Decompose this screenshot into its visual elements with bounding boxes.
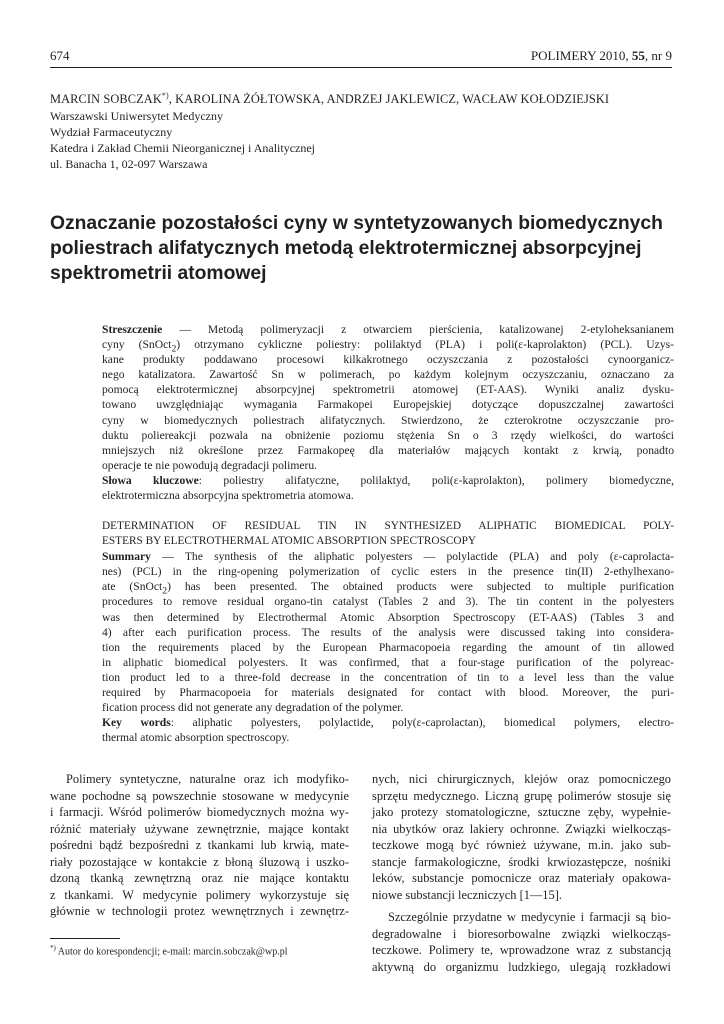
keywords-line: elektrotermiczna absorpcyjna spektrometria atomowa.	[102, 489, 354, 503]
keywords-line: Słowa kluczowe: poliestry alifatyczne, polilaktyd, poli(ε-kaprolakton), polimery biomedyczne,	[102, 473, 675, 487]
title-line: spektrometrii atomowej	[50, 263, 267, 284]
summary-line: required by Pharmacopoeia for materials designated for contact with blood. Moreover, the puri-	[102, 686, 674, 700]
affiliation-line: Warszawski Uniwersytet Medyczny	[50, 109, 223, 123]
summary-line: tion the requirements placed by the European Pharmacopoeia regarding the amount of tin allowed	[102, 640, 674, 654]
journal-name: POLIMERY 2010,	[530, 48, 632, 63]
body-line: i farmacji. Wśród polimerów biomedycznych można wy-	[50, 805, 349, 819]
header-rule	[50, 67, 672, 68]
body-line: Polimery syntetyczne, naturalne oraz ich modyfiko-	[66, 772, 349, 786]
author-first: MARCIN SOBCZAK	[50, 92, 162, 107]
abstract-label: Streszczenie	[102, 323, 163, 336]
footnote	[50, 944, 288, 957]
body-line: różnić materiały używane zewnętrznie, mające kontakt	[50, 821, 349, 836]
abstract-line: operacje te nie powodują degradacji polimeru.	[102, 458, 318, 472]
journal-issue: , nr 9	[644, 48, 672, 63]
summary-line: procedures to remove residual organo-tin catalyst (Tables 2 and 3). The tin content in the polyesters	[102, 595, 674, 609]
body-line: dzoną tkanką zewnętrzną oraz nie mające kontaktu	[50, 871, 349, 885]
english-title-line: ESTERS BY ELECTROTHERMAL ATOMIC ABSORPTION SPECTROSCOPY	[102, 535, 477, 548]
abstract-line: cyny w biomedycznych poliestrach alifatycznych. Stwierdzono, że czterokrotne oczyszczanie pro-	[102, 413, 674, 427]
abstract-line: duktu poliereakcji pozwala na obniżenie poziomu stężenia Sn o 3 rzędy wielkości, do wartości	[102, 428, 674, 442]
body-line: wane pochodne są powszechnie stosowane w medycynie	[50, 788, 349, 803]
paper-title	[50, 211, 690, 286]
summary-line: ate (SnOct$_2$) has been presented. The obtained products were subjected to multiple purification	[102, 580, 674, 597]
summary-line: tion product led to a three-fold decrease in the concentration of tin to a level less than the value	[102, 670, 674, 684]
keywords-label: Key words	[102, 716, 171, 730]
body-line: z tkankami. W medycynie polimery wykorzystuje się	[50, 887, 349, 902]
summary-label: Summary	[102, 550, 151, 564]
abstract-line: mniejszych niż określone przez Farmakopeę dla materiałów mających kontakt z krwią, ponadto	[102, 443, 674, 457]
abstract-line: towano uwzględniając wymagania Farmakopei Europejskiej dotyczące dopuszczalnej zawartości	[102, 398, 674, 412]
footnote-rule	[50, 938, 120, 939]
body-line: sprzętu medycznego. Liczną grupę polimerów stosuje się	[372, 788, 671, 803]
body-line: Szczególnie przydatne w medycynie i farmacji są bio-	[388, 910, 671, 924]
summary-line: 4) after each purification process. The results of the analysis were discussed taking into considera-	[102, 625, 674, 639]
abstract-line: pomocą elektrotermicznej absorpcyjnej spektrometrii atomowej (ET-AAS). Wyniki analiz dysku-	[102, 383, 674, 397]
body-line: degradowalne i bioresorbowalne związki wielkocząs-	[372, 926, 671, 941]
corresponding-mark: *)	[161, 91, 169, 100]
abstract-line: cyny (SnOct$_2$) otrzymano cykliczne poliestry: polilaktyd (PLA) i poli(ε-kaprolakton) (PCL). Uzys-	[102, 338, 674, 355]
body-line: nych, nici chirurgicznych, klejów oraz pomocniczego	[372, 772, 671, 786]
abstract-line: Streszczenie — Metodą polimeryzacji z otwarciem pierścienia, katalizowanej 2-etyloheksanianem	[102, 323, 674, 336]
page-number: 674	[50, 48, 70, 63]
body-line: stancje farmakologiczne, środki krwiozastępcze, nośniki	[372, 854, 671, 869]
body-column-right	[372, 771, 671, 975]
title-line: Oznaczanie pozostałości cyny w syntetyzowanych biomedycznych	[50, 213, 663, 234]
affiliation-line: Katedra i Zakład Chemii Nieorganicznej i Analitycznej	[50, 141, 316, 155]
body-line: aktywną do organizmu ludzkiego, ulegają rozkładowi	[372, 959, 671, 974]
body-line: riały pozostające w kontakcie z błoną śluzową i uszko-	[50, 854, 349, 869]
body-line: głównie w technologii protez wewnętrznych i zewnętrz-	[50, 904, 349, 918]
abstract-polish	[102, 322, 674, 503]
keywords-label: Słowa kluczowe	[102, 473, 199, 487]
keywords-line: Key words: aliphatic polyesters, polylactide, poly(ε-caprolactan), biomedical polymers, electro-	[102, 716, 674, 730]
abstract-english	[102, 519, 674, 745]
abstract-line: nego katalizatora. Zawartość Sn w polimerach, po każdym kolejnym oczyszczaniu, oznaczano za	[102, 368, 674, 382]
summary-line: in aliphatic biomedical polyesters. It was confirmed, that a four-stage purification of the polyreac-	[102, 655, 674, 669]
body-line: jako protezy stomatologiczne, sztuczne zęby, wypełnie-	[372, 805, 671, 819]
english-title-line: DETERMINATION OF RESIDUAL TIN IN SYNTHESIZED ALIPHATIC BIOMEDICAL POLY-	[102, 520, 674, 532]
author-rest: , KAROLINA ŻÓŁTOWSKA, ANDRZEJ JAKLEWICZ, WACŁAW KOŁODZIEJSKI	[168, 92, 610, 107]
author-list	[50, 91, 609, 107]
summary-line: fication process did not generate any degradation of the polymer.	[102, 701, 404, 715]
body-line: teczkowe mogą być również używane, m.in. jako sub-	[372, 838, 671, 852]
affiliation-line: Wydział Farmaceutyczny	[50, 125, 173, 139]
body-line: nia ubytków oraz lakiery ochronne. Związki wielkocząs-	[372, 821, 671, 836]
body-line: teczkowe. Polimery te, wprowadzone wraz z substancją	[372, 943, 671, 957]
summary-line: Summary — The synthesis of the aliphatic polyesters — polylactide (PLA) and poly (ε-caprolactа-	[102, 550, 674, 564]
footnote-mark: *)	[50, 944, 56, 952]
affiliation-line: ul. Banacha 1, 02-097 Warszawa	[50, 157, 208, 171]
body-line: leków, substancje pomocnicze oraz materiały opakowa-	[372, 871, 671, 885]
journal-header	[531, 48, 672, 64]
body-line: pośredni bądź bezpośredni z tkankami lub krwią, mate-	[50, 838, 349, 852]
journal-volume: 55	[631, 48, 645, 63]
summary-line: nes) (PCL) in the ring-opening polymerization of cyclic esters in the presence tin(II) 2-ethylhexano-	[102, 565, 674, 579]
keywords-line: thermal atomic absorption spectroscopy.	[102, 731, 290, 745]
body-line: niowe substancji leczniczych [1—15].	[372, 887, 562, 902]
footnote-text: Autor do korespondencji; e-mail: marcin.sobczak@wp.pl	[55, 946, 288, 958]
summary-line: was then determined by Electrothermal Atomic Absorption Spectroscopy (ET-AAS) (Tables 3 and	[102, 610, 674, 624]
abstract-line: kane produkty poddawano procesowi kilkakrotnego oczyszczania z pozostałości cynoorganicz-	[102, 353, 674, 367]
title-line: poliestrach alifatycznych metodą elektrotermicznej absorpcyjnej	[50, 238, 642, 259]
body-column-left	[50, 771, 349, 920]
affiliation	[50, 108, 315, 172]
